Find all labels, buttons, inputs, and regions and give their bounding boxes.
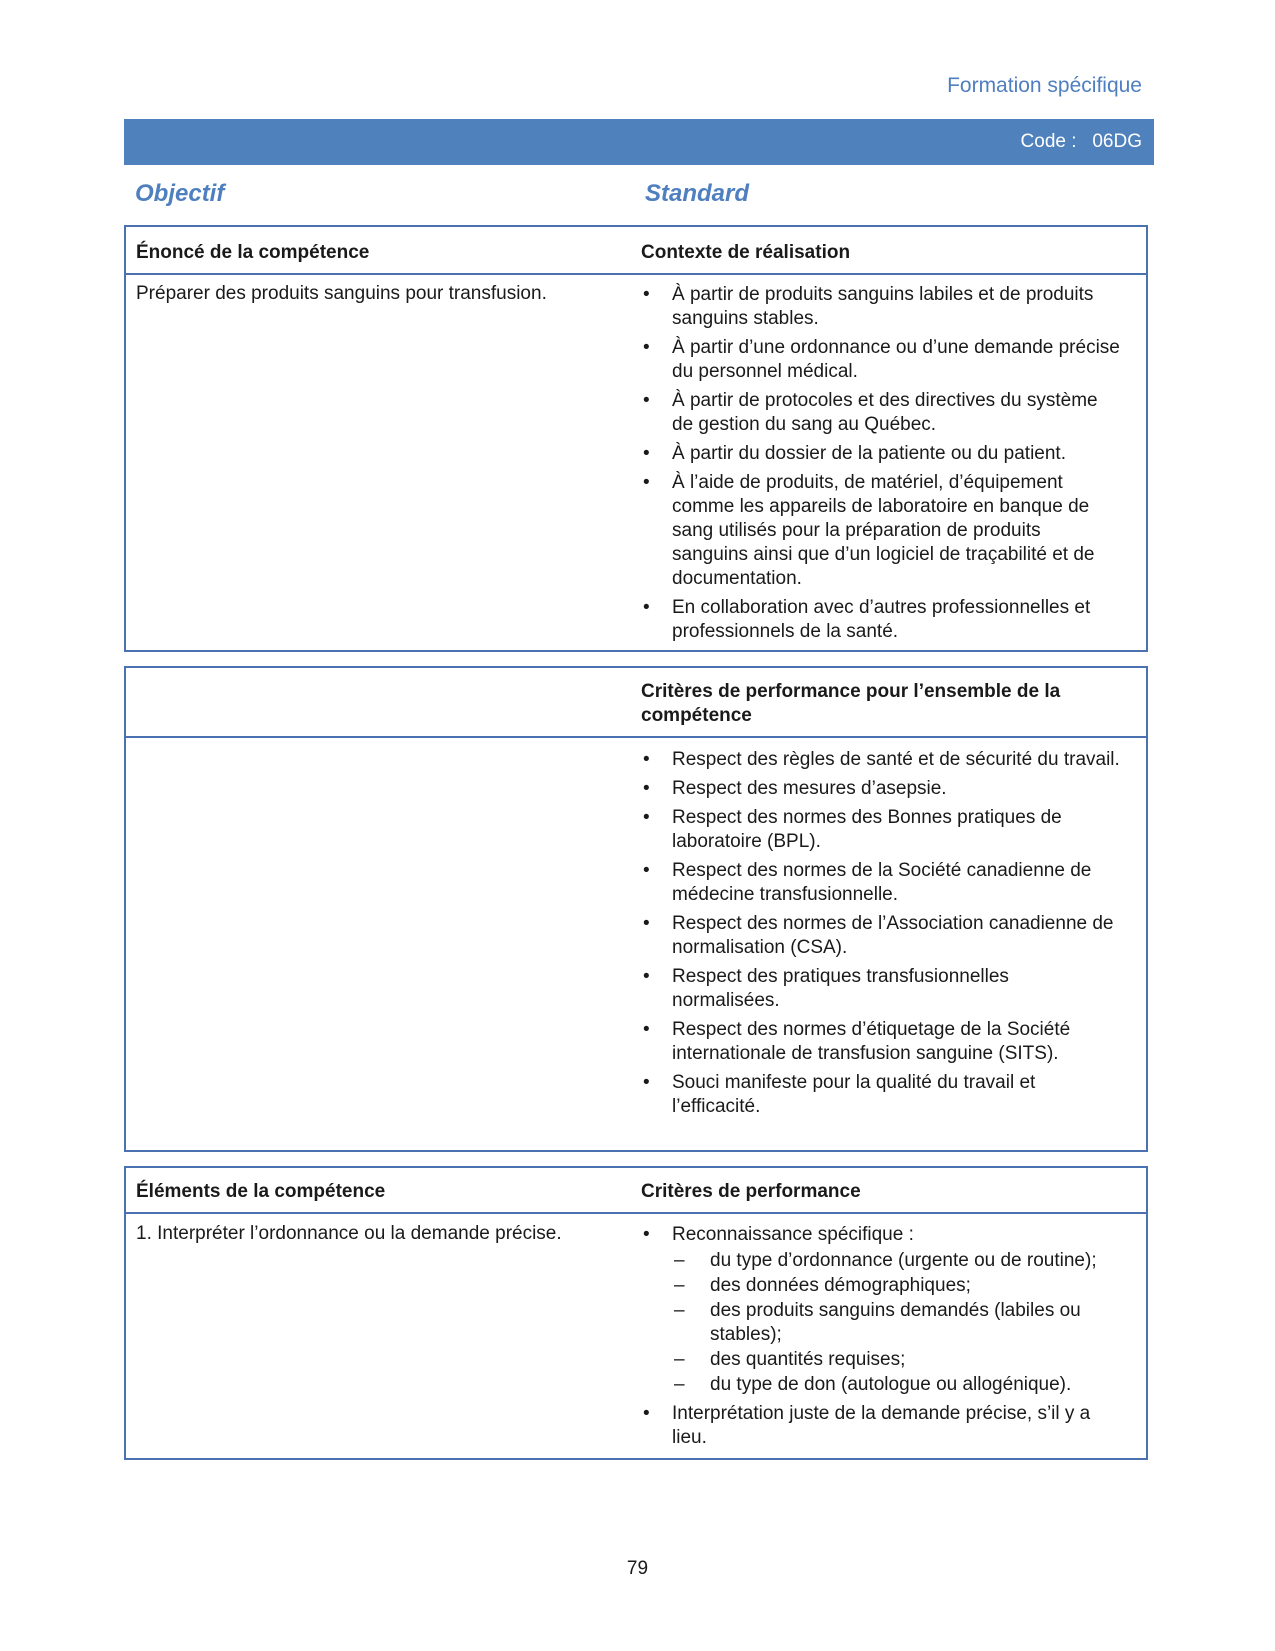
list-item: • À l’aide de produits, de matériel, d’équipement comme les appareils de laboratoire en banque de sang utilisés pour la préparation de produits sanguins ainsi que d’un logiciel de traçabilité et de documentation. [641, 471, 1121, 591]
elements-box [124, 1166, 1148, 1460]
criteres-heading: Critères de performance [641, 1181, 861, 1202]
divider [126, 736, 1146, 738]
list-item: • À partir de produits sanguins labiles et de produits sanguins stables. [641, 283, 1121, 331]
sub-item: – des données démographiques; [672, 1274, 1121, 1298]
page-number: 79 [626, 1558, 649, 1579]
list-item: • Respect des normes des Bonnes pratiques de laboratoire (BPL). [641, 806, 1121, 854]
sub-list [672, 1249, 1121, 1397]
criteres-ensemble-list [641, 748, 1121, 1124]
list-item: • En collaboration avec d’autres professionnelles et professionnels de la santé. [641, 596, 1121, 644]
list-item: • Respect des normes de l’Association canadienne de normalisation (CSA). [641, 912, 1121, 960]
list-item: • À partir de protocoles et des directives du système de gestion du sang au Québec. [641, 389, 1121, 437]
code-label: Code : 06DG [1020, 131, 1142, 152]
sub-item: – des quantités requises; [672, 1348, 1121, 1372]
contexte-heading: Contexte de réalisation [641, 242, 851, 263]
list-item: • À partir d’une ordonnance ou d’une demande précise du personnel médical. [641, 336, 1121, 384]
list-item [641, 1223, 1121, 1397]
list-item: • Souci manifeste pour la qualité du travail et l’efficacité. [641, 1071, 1121, 1119]
list-item: • Respect des mesures d’asepsie. [641, 777, 1121, 801]
header-label: Formation spécifique [947, 74, 1142, 97]
objectif-title: Objectif [135, 180, 225, 207]
sub-item: – des produits sanguins demandés (labiles ou stables); [672, 1299, 1121, 1347]
list-item: • Respect des normes d’étiquetage de la Société internationale de transfusion sanguine (SITS). [641, 1018, 1121, 1066]
criteres-list [641, 1223, 1121, 1455]
list-item: • À partir du dossier de la patiente ou du patient. [641, 442, 1121, 466]
recognition-label: Reconnaissance spécifique : [672, 1224, 914, 1245]
list-item: • Interprétation juste de la demande précise, s’il y a lieu. [641, 1402, 1121, 1450]
code-bar [124, 119, 1154, 165]
divider [126, 1212, 1146, 1214]
enonce-heading: Énoncé de la compétence [136, 242, 370, 263]
element-item: 1. Interpréter l’ordonnance ou la demande précise. [136, 1223, 562, 1244]
competence-statement: Préparer des produits sanguins pour transfusion. [136, 283, 547, 304]
sub-item: – du type d’ordonnance (urgente ou de routine); [672, 1249, 1121, 1273]
criteres-ensemble-box [124, 666, 1148, 1152]
divider [126, 273, 1146, 275]
contexte-list [641, 283, 1121, 649]
list-item: • Respect des pratiques transfusionnelles normalisées. [641, 965, 1121, 1013]
elements-heading: Éléments de la compétence [136, 1181, 386, 1202]
competence-box [124, 225, 1148, 652]
list-item: • Respect des normes de la Société canadienne de médecine transfusionnelle. [641, 859, 1121, 907]
standard-title: Standard [645, 180, 750, 207]
sub-item: – du type de don (autologue ou allogénique). [672, 1373, 1121, 1397]
list-item: • Respect des règles de santé et de sécurité du travail. [641, 748, 1121, 772]
criteres-ensemble-heading: Critères de performance pour l’ensemble de la compétence [641, 681, 1061, 726]
